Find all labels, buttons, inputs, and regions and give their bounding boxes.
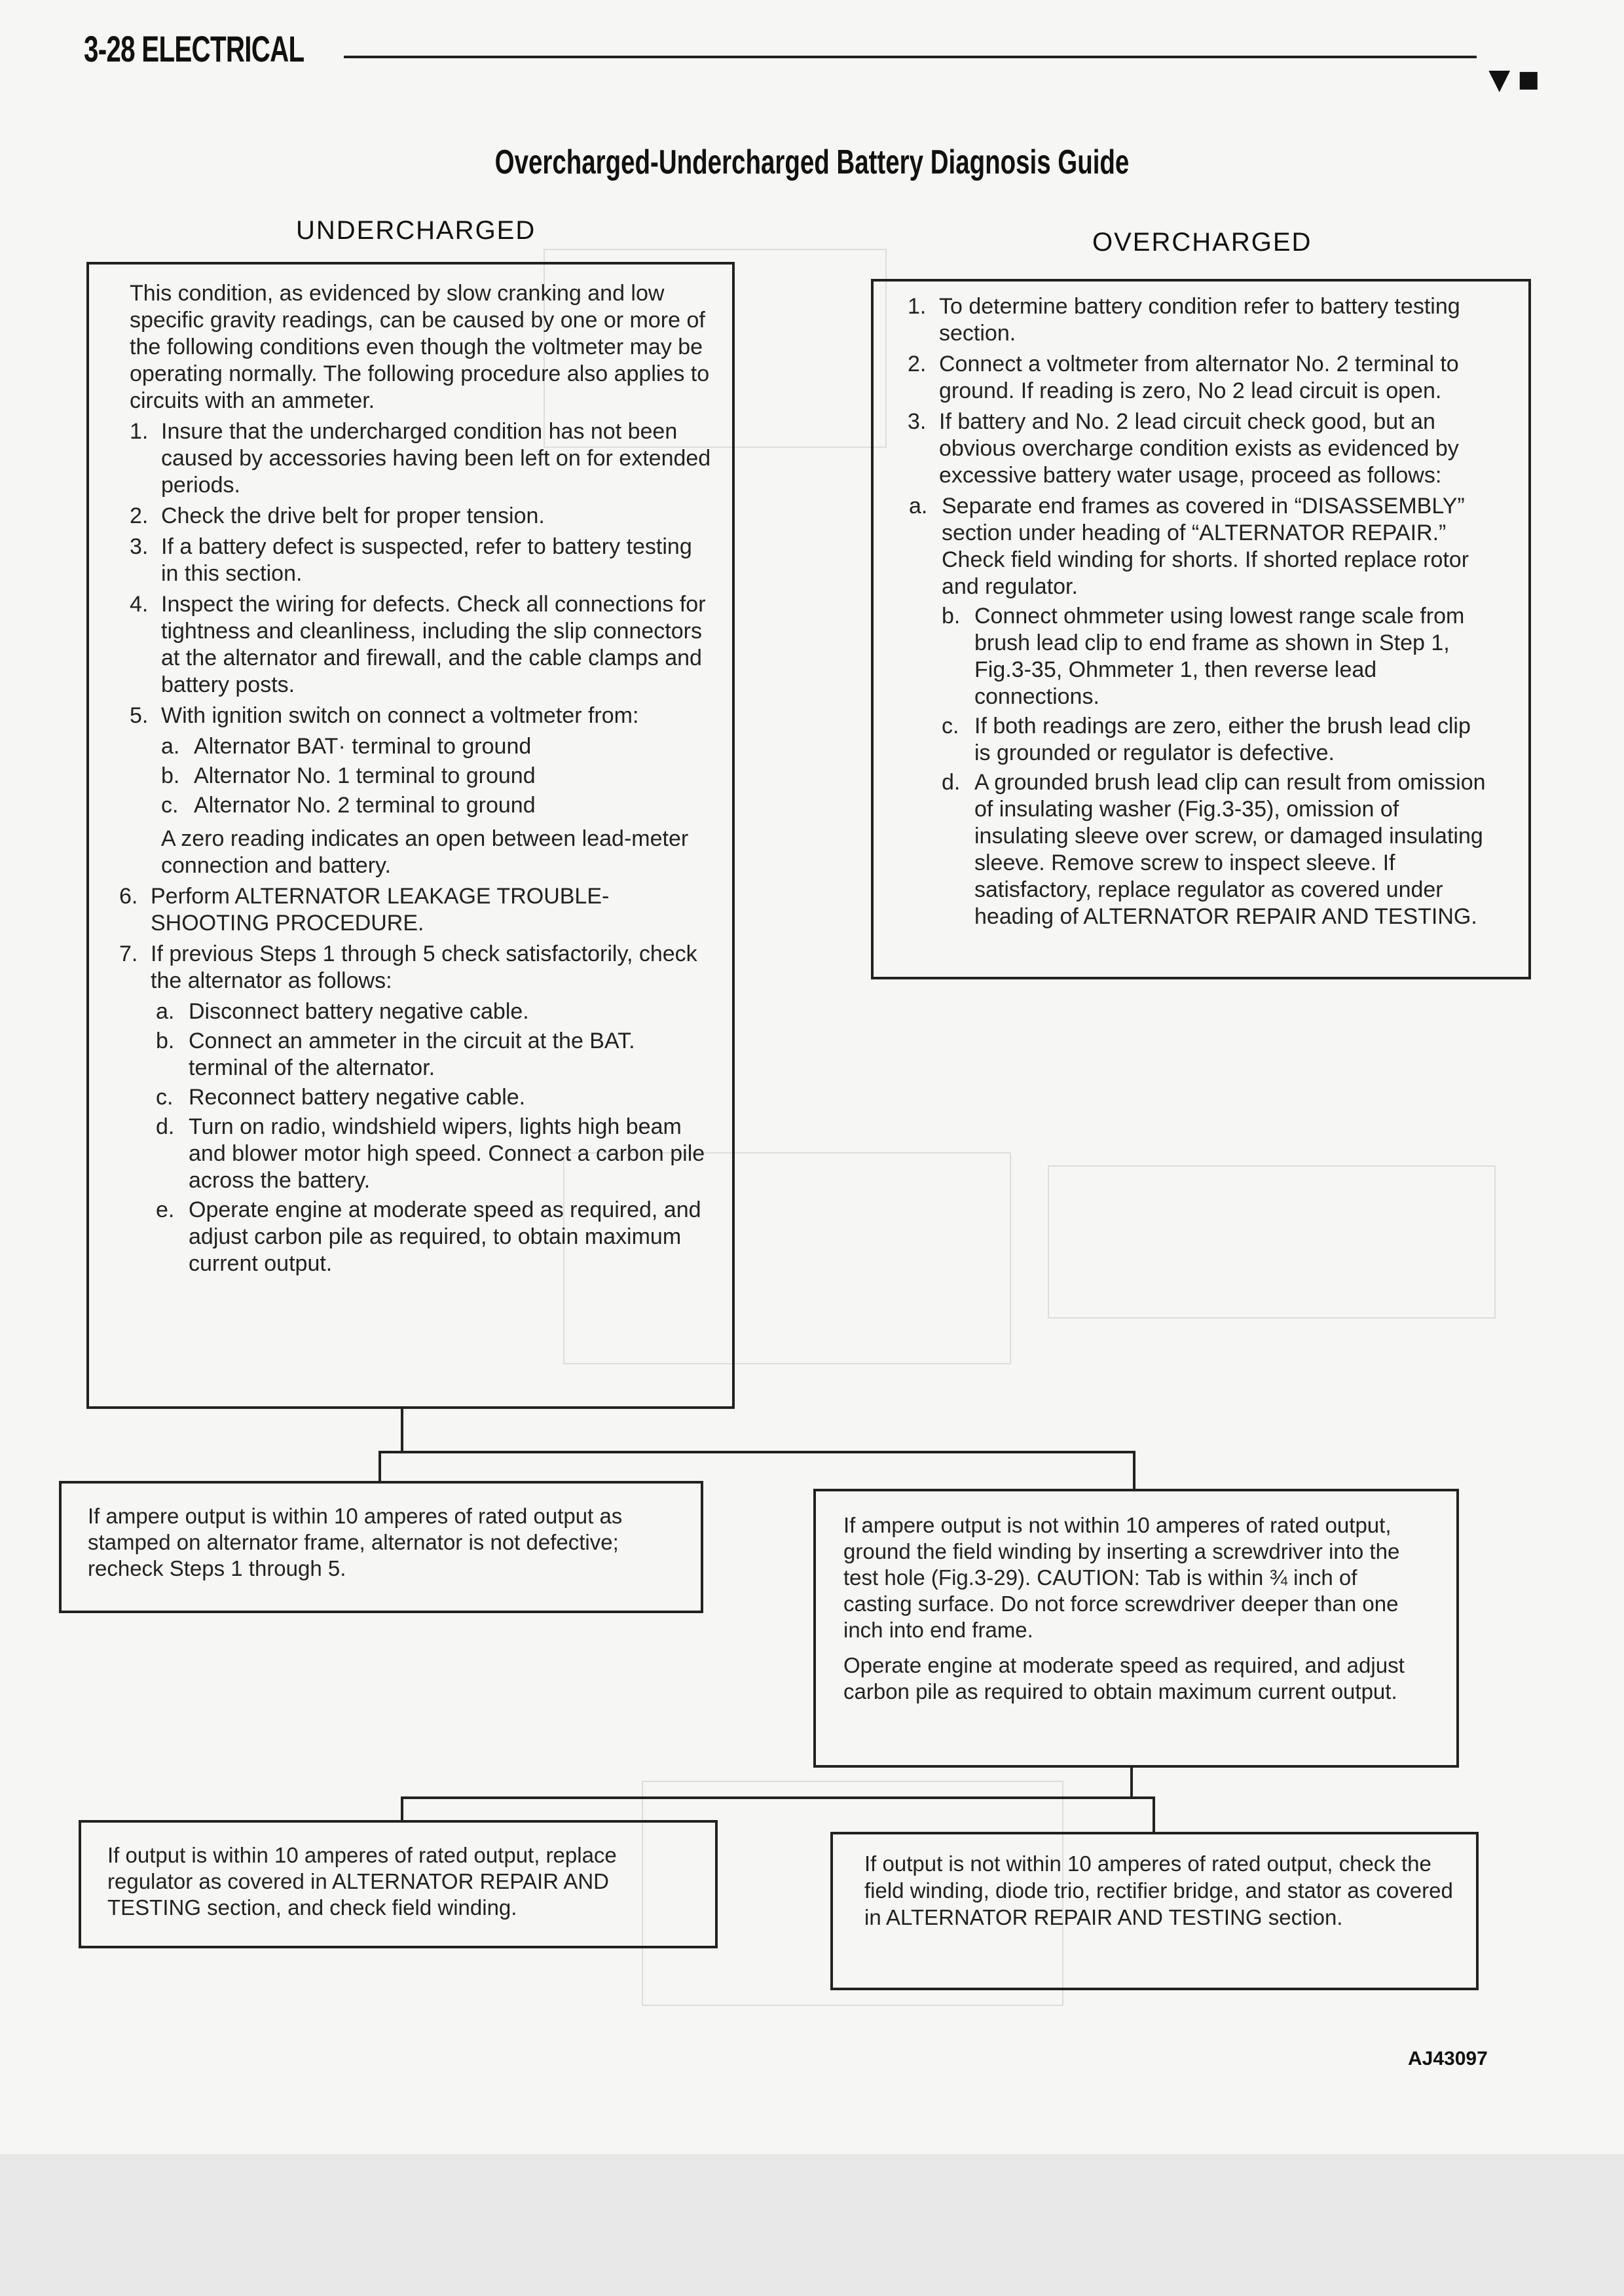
overcharged-step-1: 1. To determine battery condition refer to battery testing section. — [908, 294, 1460, 346]
connector-line — [378, 1451, 381, 1482]
undercharged-step-3: 3. If a battery defect is suspected, refer to battery testing in this section. — [130, 534, 692, 586]
section-logo: ▼■ — [1481, 58, 1540, 100]
overcharged-3d: d. A grounded brush lead clip can result from omission of insulating washer (Fig.3-35), omission of insulating sleeve over screw, or damaged insulating sleeve. Remove screw to inspect sleeve. If satisfactory, replace regulator as covered under heading of ALTERNATOR REPAIR AND TESTING. — [942, 770, 1486, 929]
connector-line — [401, 1408, 403, 1453]
connector-line — [1130, 1766, 1133, 1799]
step-7-subitems — [130, 998, 712, 1277]
overcharged-3c: c. If both readings are zero, either the brush lead clip is grounded or regulator is defective. — [942, 714, 1471, 765]
step-5c: c. Alternator No. 2 terminal to ground — [161, 793, 536, 818]
step-7e: e. Operate engine at moderate speed as required, and adjust carbon pile as required, to obtain maximum current output. — [156, 1197, 701, 1276]
step-5-subitems — [130, 733, 712, 879]
header-rule — [344, 56, 1477, 58]
undercharged-content — [119, 280, 712, 1280]
overcharged-3a: a. Separate end frames as covered in “DISASSEMBLY” section under heading of “ALTERNATOR REPAIR.” Check field winding for shorts. If shorted replace rotor and regulator. — [909, 494, 1469, 599]
bleed-through-box — [1048, 1165, 1496, 1319]
result-not-within-p2: Operate engine at moderate speed as required, and adjust carbon pile as required to obtain maximum current output. — [843, 1653, 1405, 1704]
step-7d: d. Turn on radio, windshield wipers, lights high beam and blower motor high speed. Connect a carbon pile across the battery. — [156, 1114, 705, 1193]
step-7c: c. Reconnect battery negative cable. — [156, 1085, 526, 1110]
result-replace-regulator-text: If output is within 10 amperes of rated output, replace regulator as covered in ALTERNATOR REPAIR AND TESTING section, and check field winding. — [107, 1843, 617, 1920]
connector-line — [378, 1451, 1135, 1453]
overcharged-step-2: 2. Connect a voltmeter from alternator No. 2 terminal to ground. If reading is zero, No 2 lead circuit is open. — [908, 352, 1459, 403]
undercharged-step-5: 5. With ignition switch on connect a voltmeter from: — [130, 703, 639, 728]
section-header: 3-28 ELECTRICAL — [84, 28, 304, 69]
overcharged-3b: b. Connect ohmmeter using lowest range scale from brush lead clip to end frame as shown in Step 1, Fig.3-35, Ohmmeter 1, then reverse lead connections. — [942, 604, 1465, 709]
page-title: Overcharged-Undercharged Battery Diagnosis Guide — [494, 143, 1130, 181]
step-7a: a. Disconnect battery negative cable. — [156, 999, 529, 1024]
step-5a: a. Alternator BAT· terminal to ground — [161, 734, 532, 759]
undercharged-step-7: 7. If previous Steps 1 through 5 check satisfactorily, check the alternator as follows: — [119, 941, 697, 993]
undercharged-step-4: 4. Inspect the wiring for defects. Check all connections for tightness and cleanliness, including the slip connectors at the alternator and firewall, and the cable clamps and battery posts. — [130, 592, 706, 697]
undercharged-heading: UNDERCHARGED — [296, 216, 536, 245]
result-not-within-p1: If ampere output is not within 10 amperes of rated output, ground the field winding by inserting a screwdriver into the test hole (Fig.3-29). CAUTION: Tab is within ¾ inch of casting surface. Do not force screwdriver deeper than one inch into end frame. — [843, 1513, 1400, 1642]
result-not-within-content — [843, 1512, 1420, 1709]
undercharged-step-1: 1. Insure that the undercharged condition has not been caused by accessories having been left on for extended periods. — [130, 419, 711, 498]
step-5-note: A zero reading indicates an open between lead-meter connection and battery. — [161, 826, 689, 878]
undercharged-intro: This condition, as evidenced by slow cranking and low specific gravity readings, can be caused by one or more of the following conditions even though the voltmeter may be operating normally. The following procedure also applies to circuits with an ammeter. — [130, 281, 710, 413]
connector-line — [1133, 1451, 1135, 1490]
step-5b: b. Alternator No. 1 terminal to ground — [161, 763, 536, 788]
overcharged-subitems — [908, 493, 1492, 930]
figure-id: AJ43097 — [1408, 2048, 1488, 2069]
connector-line — [401, 1796, 1155, 1799]
step-7b: b. Connect an ammeter in the circuit at the BAT. terminal of the alternator. — [156, 1029, 635, 1080]
result-within-text: If ampere output is within 10 amperes of rated output as stamped on alternator frame, alternator is not defective; recheck Steps 1 through 5. — [88, 1504, 623, 1580]
overcharged-step-3: 3. If battery and No. 2 lead circuit check good, but an obvious overcharge condition exists as evidenced by excessive battery water usage, proceed as follows: — [908, 409, 1459, 488]
connector-line — [401, 1796, 403, 1823]
connector-line — [1153, 1796, 1155, 1833]
result-check-winding-text: If output is not within 10 amperes of rated output, check the field winding, diode trio, rectifier bridge, and stator as covered in ALTERNATOR REPAIR AND TESTING section. — [864, 1851, 1453, 1929]
undercharged-step-2: 2. Check the drive belt for proper tension. — [130, 503, 545, 528]
overcharged-content — [908, 293, 1492, 933]
overcharged-heading: OVERCHARGED — [1092, 228, 1312, 257]
undercharged-step-6: 6. Perform ALTERNATOR LEAKAGE TROUBLE-SHOOTING PROCEDURE. — [119, 884, 610, 936]
